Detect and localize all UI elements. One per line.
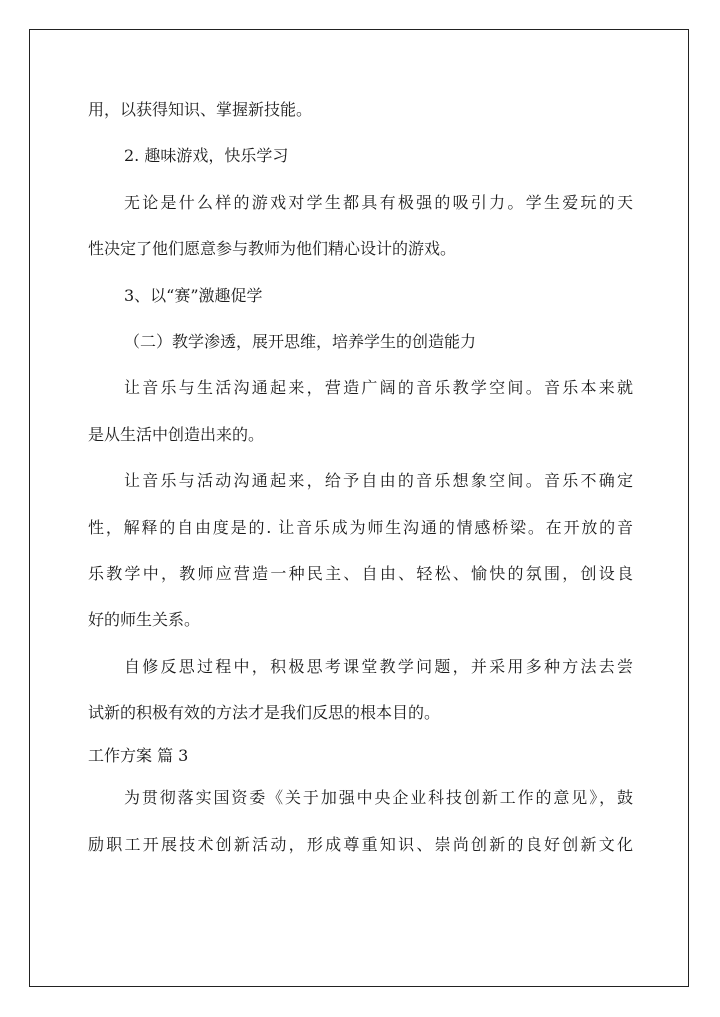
paragraph-line: 试新的积极有效的方法才是我们反思的根本目的。 — [88, 703, 441, 723]
paragraph-line: 励职工开展技术创新活动，形成尊重知识、崇尚创新的良好创新文化 — [88, 834, 633, 854]
section-subheading: （二）教学渗透，展开思维，培养学生的创造能力 — [124, 331, 477, 351]
list-item-heading: 2. 趣味游戏，快乐学习 — [124, 146, 289, 166]
paragraph-line: 让音乐与生活沟通起来，营造广阔的音乐教学空间。音乐本来就 — [124, 378, 633, 398]
paragraph-line: 为贯彻落实国资委《关于加强中央企业科技创新工作的意见》，鼓 — [124, 788, 633, 808]
document-body — [88, 92, 633, 873]
paragraph-line: 让音乐与活动沟通起来，给予自由的音乐想象空间。音乐不确定 — [124, 471, 633, 491]
paragraph-line: 好的师生关系。 — [88, 610, 201, 630]
paragraph-line: 性决定了他们愿意参与教师为他们精心设计的游戏。 — [88, 239, 457, 259]
paragraph-line: 自修反思过程中，积极思考课堂教学问题，并采用多种方法去尝 — [124, 656, 633, 676]
paragraph-line: 用，以获得知识、掌握新技能。 — [88, 100, 313, 119]
paragraph-line: 性，解释的自由度是的. 让音乐成为师生沟通的情感桥梁。在开放的音 — [88, 517, 633, 537]
paragraph-line: 是从生活中创造出来的。 — [88, 424, 265, 444]
section-heading: 工作方案 篇 3 — [88, 746, 189, 766]
list-item-heading: 3、以“赛”激趣促学 — [124, 285, 263, 305]
paragraph-line: 乐教学中，教师应营造一种民主、自由、轻松、愉快的氛围，创设良 — [88, 563, 633, 583]
paragraph-line: 无论是什么样的游戏对学生都具有极强的吸引力。学生爱玩的天 — [124, 192, 633, 212]
